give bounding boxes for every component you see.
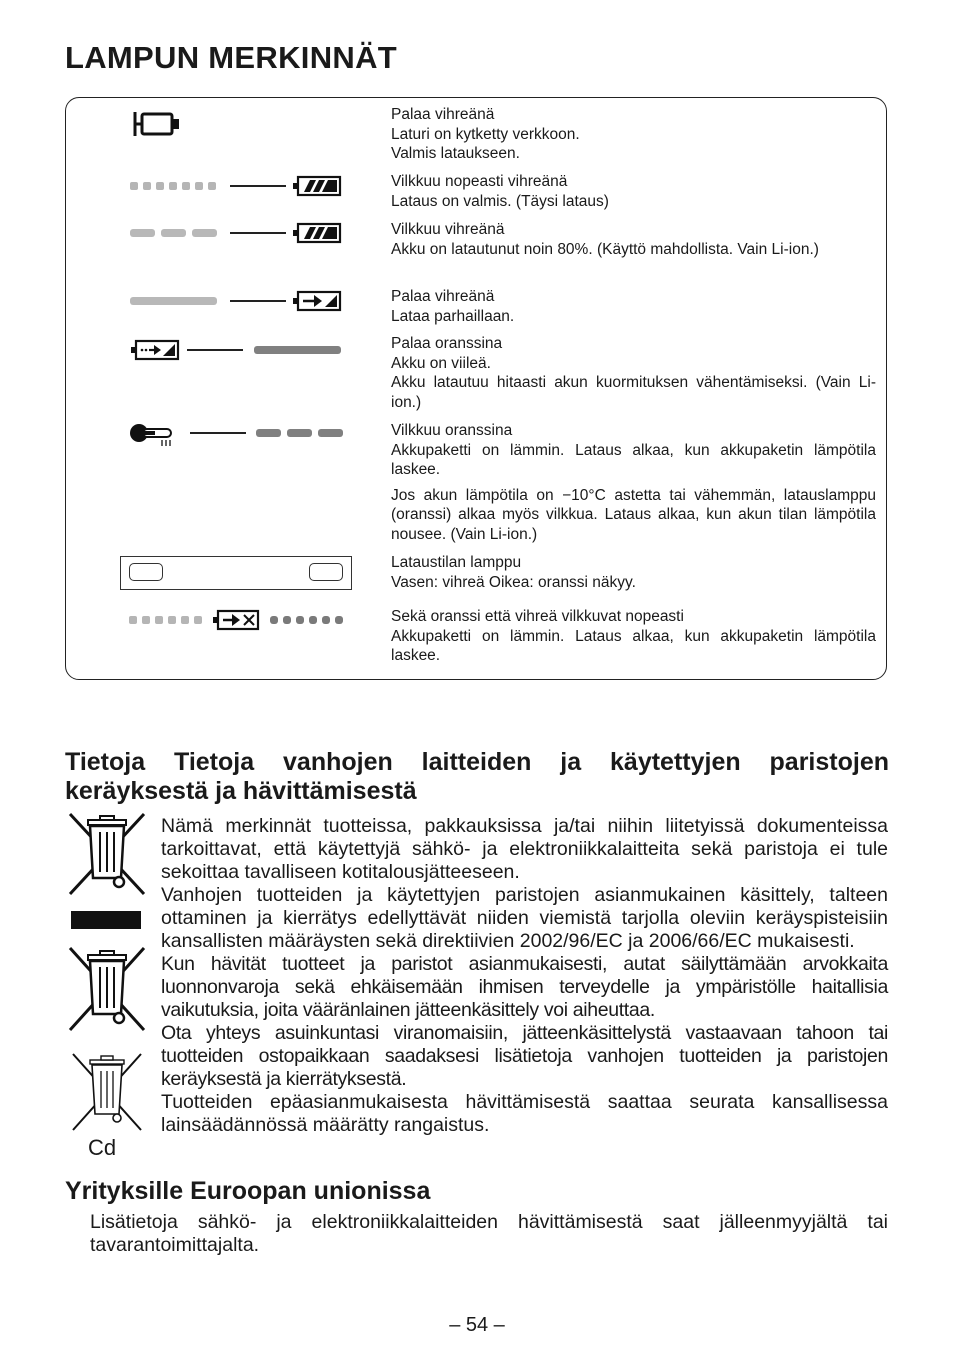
row-state: Palaa oranssina (391, 335, 503, 352)
indicator-row-1 (391, 105, 876, 164)
row-description: Laturi on kytketty verkkoon. (391, 125, 580, 143)
disposal-paragraph: Nämä merkinnät tuotteissa, pakkauksissa ja/tai niihin liitetyissä dokumenteissa tarkoittavat, että käytettyjä sähkö- ja elektroniikkalaitteita sekä paristoja ei tule sekoittaa tavalliseen kotitalousjätteeseen. (161, 815, 888, 883)
battery-cold-icon (129, 338, 181, 362)
crossed-bin-icon (70, 1052, 144, 1132)
row-state: Lataustilan lamppu (391, 554, 522, 571)
orange-lamp-icon (309, 563, 343, 581)
indicator-row-8 (391, 607, 876, 666)
battery-full-icon (291, 221, 343, 245)
crossed-bin-icon (66, 812, 148, 896)
row-description: Lataus on valmis. (Täysi lataus) (391, 192, 609, 210)
row-description: Akku on viileä. (391, 354, 491, 372)
disposal-heading: Tietoja Tietoja vanhojen laitteiden ja käytettyjen paristojen keräyksestä ja hävittämisestä (65, 748, 889, 805)
row-description: Akkupaketti on lämmin. Lataus alkaa, kun akkupaketin lämpötila laskee. (391, 627, 876, 664)
row-state: Vilkkuu nopeasti vihreänä (391, 173, 568, 190)
indicator-row-7 (391, 553, 876, 592)
page-number: – 54 – (449, 1314, 505, 1336)
battery-charging-icon (291, 289, 343, 313)
battery-error-icon (211, 608, 261, 632)
disposal-paragraph: Vanhojen tuotteiden ja käytettyjen paristojen asianmukainen käsittely, talteen ottaminen ja kierrätys edellyttävät niiden viemistä tarjolla oleviin keräyspisteisiin kansallisten määräysten sekä direktiivien 2002/96/EC ja 2006/66/EC mukaisesti. (161, 884, 888, 952)
green-lamp-icon (129, 563, 163, 581)
plug-icon (132, 110, 188, 138)
row-state: Sekä oranssi että vihreä vilkkuvat nopeasti (391, 608, 684, 625)
separator-bar-icon (71, 911, 141, 929)
disposal-paragraph: Tuotteiden epäasianmukaisesta hävittämisestä saattaa seurata kansallisessa lainsäädännössä määrätty rangaistus. (161, 1091, 888, 1136)
battery-full-icon (291, 174, 343, 198)
eu-business-text: Lisätietoja sähkö- ja elektroniikkalaitteiden hävittämisestä saat jälleenmyyjältä tai tavarantoimittajalta. (90, 1211, 888, 1256)
row-description: Akku latautuu hitaasti akun kuormituksen vähentämiseksi. (Vain Li-ion.) (391, 374, 876, 411)
page-title: LAMPUN MERKINNÄT (65, 40, 397, 75)
row-description: Akku on latautunut noin 80%. (Käyttö mahdollista. Vain Li-ion.) (391, 240, 819, 258)
disposal-body (161, 815, 888, 1137)
row-state: Palaa vihreänä (391, 288, 495, 305)
lamp-panel-icon (120, 556, 352, 590)
row-state: Palaa vihreänä (391, 106, 495, 123)
row-description: Lataa parhaillaan. (391, 307, 515, 325)
row-description: Valmis lataukseen. (391, 145, 520, 162)
row-description: Akkupaketti on lämmin. Lataus alkaa, kun akkupaketin lämpötila laskee. (391, 441, 876, 478)
row-state: Vilkkuu oranssina (391, 422, 513, 439)
thermometer-icon (129, 421, 181, 449)
cadmium-label: Cd (88, 1135, 117, 1160)
disposal-paragraph: Kun hävität tuotteet ja paristot asianmukaisesti, autat säilyttämään arvokkaita luonnonvaroja sekä ehkäisemään ihmisen terveydelle ja ympäristölle haitallisia vaikutuksia, joita vääränlainen jätteenkäsittely voi aiheuttaa. (161, 953, 888, 1021)
row-description: Vasen: vihreä Oikea: oranssi näkyy. (391, 573, 636, 591)
eu-business-heading: Yrityksille Euroopan unionissa (65, 1177, 431, 1205)
indicator-row-4 (391, 287, 876, 326)
indicator-panel (65, 97, 887, 680)
disposal-paragraph: Ota yhteys asuinkuntasi viranomaisiin, jätteenkäsittelystä vastaavaan tahoon tai tuotteiden ostopaikkaan saadaksesi lisätietoja vanhojen tuotteiden ja paristojen keräyksestä ja kierrätyksestä. (161, 1022, 888, 1090)
indicator-row-6 (391, 421, 876, 544)
crossed-bin-icon (66, 946, 148, 1032)
indicator-row-2 (391, 172, 876, 211)
indicator-row-3 (391, 220, 876, 259)
row-note: Jos akun lämpötila on −10°C astetta tai vähemmän, latauslamppu (oranssi) alkaa myös vilkkua. Lataus alkaa, kun akun tilan lämpötila nousee. (Vain Li-ion.) (391, 486, 876, 543)
indicator-row-5 (391, 334, 876, 412)
row-state: Vilkkuu vihreänä (391, 221, 505, 238)
